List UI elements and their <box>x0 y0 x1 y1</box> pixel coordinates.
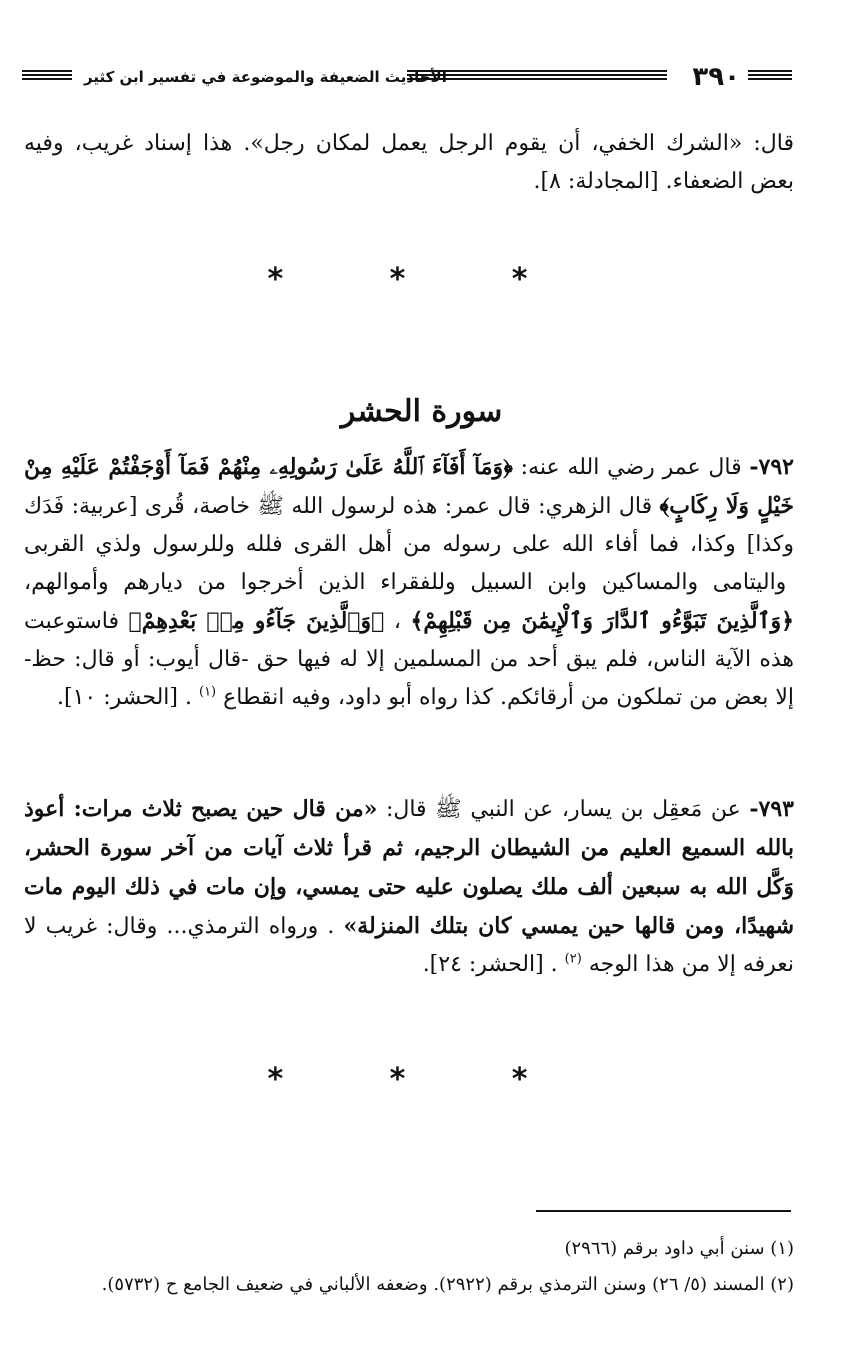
footnote-2: (٢) المسند (٥/ ٢٦) وسنن الترمذي برقم (٢٩٢٢). وضعفه الألباني في ضعيف الجامع ح (٥٧٣٢). <box>101 1274 794 1295</box>
intro-text: قال: «الشرك الخفي، أن يقوم الرجل يعمل لمكان رجل». هذا إسناد غريب، وفيه بعض الضعفاء. [المجادلة: ٨]. <box>24 131 794 194</box>
hadith-793-text-b: . ورواه الترمذي... وقال: غريب لا نعرفه إلا من هذا الوجه <box>24 914 794 977</box>
hadith-792-text-d: . [الحشر: ١٠]. <box>57 685 192 710</box>
section-separator-2: * * * <box>267 1062 576 1097</box>
page-number: ٣٩٠ <box>692 62 740 92</box>
hadith-793-text-a: عن مَعقِل بن يسار، عن النبي ﷺ قال: <box>377 797 741 822</box>
hadith-792 <box>24 448 794 717</box>
hadith-792-text-c: فاستوعبت هذه الآية الناس، فلم يبق أحد من المسلمين إلا له فيها حق -قال أيوب: أو قال: حظ- إلا بعض من تملكون من أرقائكم. كذا رواه أبو داود، وفيه انقطاع <box>24 609 794 710</box>
hadith-792-text-b: قال الزهري: قال عمر: هذه لرسول الله ﷺ خاصة، قُرى [عربية: فَدَك وكذا] وكذا، فما أفاء الله على رسوله من أهل القرى فلله وللرسول ولذي القربى واليتامى والمساكين وابن السبيل وللفقراء الذين أخرجوا من ديارهم وأموالهم، <box>24 494 794 595</box>
footnote-1: (١) سنن أبي داود برقم (٢٩٦٦) <box>564 1238 794 1259</box>
footnote-ref-2[interactable]: (٢) <box>564 951 582 967</box>
footnote-divider <box>536 1210 791 1212</box>
section-separator-1: * * * <box>267 262 576 297</box>
header-rule-right <box>748 70 792 82</box>
hadith-793-matn: «من قال حين يصبح ثلاث مرات: أعوذ بالله السميع العليم من الشيطان الرجيم، ثم قرأ ثلاث آيات من آخر سورة الحشر، وَكَّل الله به سبعين ألف ملك يصلون عليه حتى يمسي، وإن مات في ذلك اليوم مات شهيدًا، ومن قالها حين يمسي كان بتلك المنزلة» <box>24 796 795 939</box>
quran-verse-3: ﴿وَٱلَّذِينَ جَآءُو مِنۢ بَعْدِهِمْ﴾ <box>128 608 385 634</box>
hadith-792-text-a: قال عمر رضي الله عنه: <box>512 455 742 480</box>
header-rule-left <box>22 70 72 82</box>
quran-verse-1: ﴿وَمَآ أَفَآءَ ٱللَّهُ عَلَىٰ رَسُولِهِۦ مِنْهُمْ فَمَآ أَوْجَفْتُمْ عَلَيْهِ مِنْ خَيْلٍ وَلَا رِكَابٍ﴾ <box>24 454 794 519</box>
surah-title: سورة الحشر <box>340 394 503 429</box>
hadith-792-sep: ، <box>384 609 401 634</box>
hadith-793 <box>24 790 794 984</box>
hadith-792-number: ٧٩٢- <box>749 454 794 480</box>
quran-verse-2: ﴿وَٱلَّذِينَ تَبَوَّءُو ٱلدَّارَ وَٱلْإِيمَٰنَ مِن قَبْلِهِمْ﴾ <box>410 608 795 634</box>
footnote-ref-1[interactable]: (١) <box>198 684 217 700</box>
intro-paragraph <box>24 125 794 201</box>
hadith-793-number: ٧٩٣- <box>749 796 794 822</box>
hadith-793-text-c: . [الحشر: ٢٤]. <box>422 952 558 977</box>
page-header <box>22 62 792 92</box>
running-title: الأحاديث الضعيفة والموضوعة في تفسير ابن كثير <box>84 68 447 86</box>
